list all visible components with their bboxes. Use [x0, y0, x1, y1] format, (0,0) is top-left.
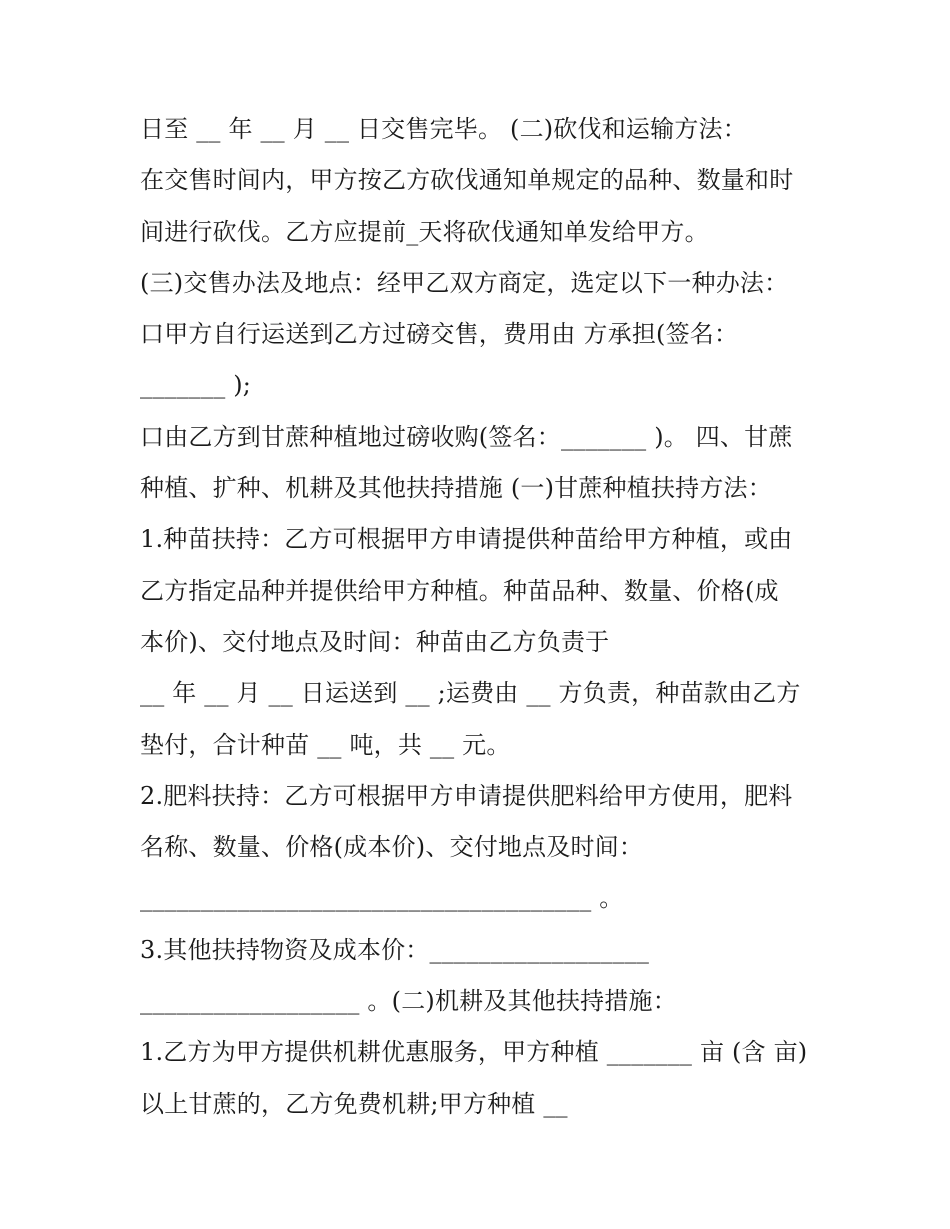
text-line: 日至 __ 年 __ 月 __ 日交售完毕。 (二)砍伐和运输方法：: [140, 115, 747, 143]
text-line: 3.其他扶持物资及成本价：__________________: [140, 935, 650, 964]
text-line: 1.乙方为甲方提供机耕优惠服务，甲方种植 _______ 亩 (含 亩): [140, 1038, 808, 1067]
text-line: __ 年 __ 月 __ 日运送到 __ ;运费由 __ 方负责，种苗款由乙方: [140, 679, 801, 708]
text-line: (三)交售办法及地点：经甲乙双方商定，选定以下一种办法：: [140, 268, 789, 297]
text-line: 以上甘蔗的，乙方免费机耕;甲方种植 __: [140, 1089, 568, 1118]
document-page: [140, 104, 820, 1130]
text-line: 口由乙方到甘蔗种植地过磅收购(签名：_______ )。 四、甘蔗: [140, 422, 793, 451]
text-line: _____________________________________ 。: [140, 884, 624, 913]
text-line: 2.肥料扶持：乙方可根据甲方申请提供肥料给甲方使用，肥料: [140, 781, 793, 810]
text-line: 种植、扩种、机耕及其他扶持措施 (一)甘蔗种植扶持方法：: [140, 474, 772, 503]
text-line: 1.种苗扶持：乙方可根据甲方申请提供种苗给甲方种植，或由: [140, 525, 793, 554]
text-line: 乙方指定品种并提供给甲方种植。种苗品种、数量、价格(成: [140, 576, 779, 605]
text-line: _______ );: [140, 371, 252, 400]
text-line: 间进行砍伐。乙方应提前_天将砍伐通知单发给甲方。: [140, 217, 709, 246]
text-line: 本价)、交付地点及时间：种苗由乙方负责于: [140, 627, 610, 656]
text-line: 口甲方自行运送到乙方过磅交售，费用由 方承担(签名：: [140, 320, 739, 349]
text-line: 名称、数量、价格(成本价)、交付地点及时间：: [140, 833, 644, 862]
text-line: 垫付，合计种苗 __ 吨，共 __ 元。: [140, 730, 511, 759]
text-line: 在交售时间内，甲方按乙方砍伐通知单规定的品种、数量和时: [140, 166, 794, 195]
text-line: __________________ 。(二)机耕及其他扶持措施：: [140, 987, 677, 1016]
